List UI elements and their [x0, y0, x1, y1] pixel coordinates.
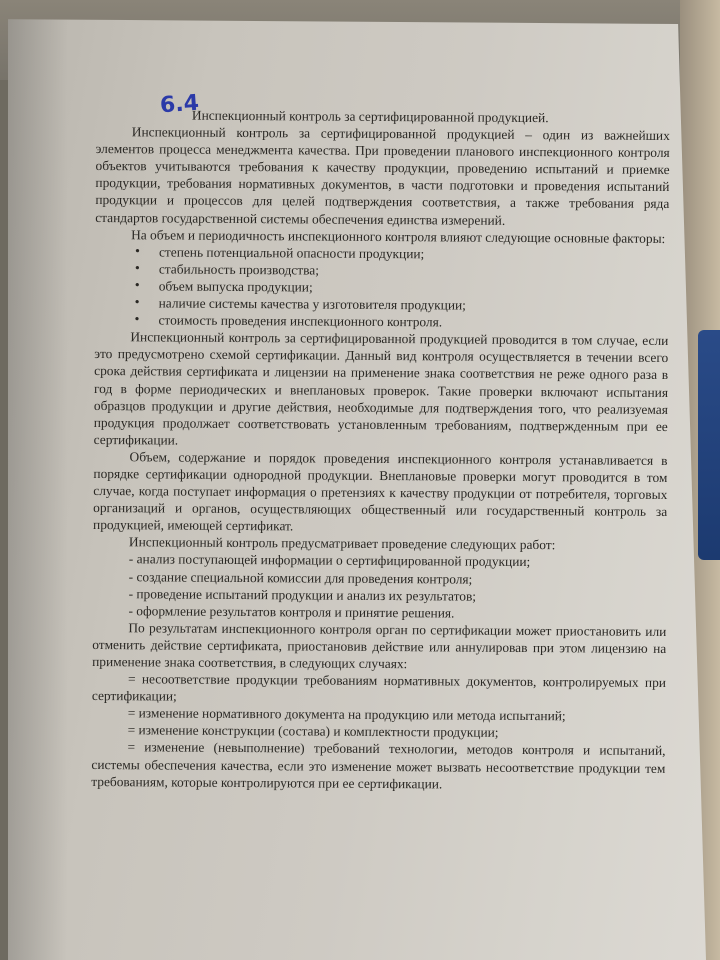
list-item: • степень потенциальной опасности продукции; — [135, 243, 669, 264]
list-item: - создание специальной комиссии для проведения контроля; — [128, 568, 473, 587]
paragraph: На объем и периодичность инспекционного контроля влияют следующие основные факторы: — [131, 226, 666, 246]
paragraph: Объем, содержание и порядок проведения инспекционного контроля устанавливается в порядке сертификации однородной продукции. Внеплановые проверки могут проводится в том случае, когда поступает информация о претензиях к качеству продукции от потребителя, торговых организаций и органов, осуществляющих общественный или государственный контроль за продукцией, имеющей сертификат. — [93, 449, 668, 534]
sheet-shadow — [8, 0, 68, 960]
section-title: Инспекционный контроль за сертифицированной продукцией. — [191, 107, 549, 126]
blue-object — [698, 330, 720, 560]
list-item: - анализ поступающей информации о сертифицированной продукции; — [128, 551, 531, 570]
list-item: • объем выпуска продукции; — [135, 277, 669, 298]
handwritten-section-number: 6.4 — [159, 90, 200, 119]
list-item: • наличие системы качества у изготовителя продукции; — [135, 294, 669, 315]
list-item: = изменение нормативного документа на продукцию или метода испытаний; — [127, 705, 566, 724]
list-item: = несоответствие продукции требованиям нормативных документов, контролируемых при сертификации; — [91, 671, 667, 704]
paragraph: Инспекционный контроль за сертифицированной продукцией – один из важнейших элементов процесса менеджмента качества. При проведении планового инспекционного контроля объектов учитываются требования к качеству продукции, проведению испытаний и приемке продукции, требования нормативных документов, в части подготовки и проведения испытаний продукции и процессов для целей подтверждения соответствия, а также требования ряда стандартов государственной системы обеспечения единства измерений. — [95, 124, 670, 228]
paragraph: По результатам инспекционного контроля орган по сертификации может приостановить или отменить действие сертификата, приостановив действие или аннулировав при этом лицензию на применение знака соответствия, в следующих случаях: — [92, 620, 667, 672]
list-item: - проведение испытаний продукции и анализ их результатов; — [128, 585, 477, 604]
factors-list — [94, 243, 669, 332]
list-item: = изменение конструкции (состава) и комплектности продукции; — [127, 722, 499, 741]
list-item: = изменение (невыполнение) требований технологии, методов контроля и испытаний, системы обеспечения качества, если это изменение может вызвать несоответствие продукции тем требованиям, которые контролируются при ее сертификации. — [91, 739, 666, 792]
list-item: • стабильность производства; — [135, 260, 669, 281]
document-body — [91, 106, 670, 794]
paragraph: Инспекционный контроль предусматривает проведение следующих работ: — [128, 534, 556, 553]
paragraph: Инспекционный контроль за сертифицированной продукцией проводится в том случае, если это предусмотрено схемой сертификации. Данный вид контроля осуществляется в течении всего срока действия сертификата и лицензии на применение знака соответствия не реже одного раза в год в форме периодических и внеплановых проверок. Такие проверки включают испытания образцов продукции и другие действия, необходимые для подтверждения того, что реализуемая продукция продолжает соответствовать установленным требованиям, подтвержденным при ее сертификации. — [93, 329, 669, 448]
list-item: • стоимость проведения инспекционного контроля. — [134, 311, 668, 332]
list-item: - оформление результатов контроля и принятие решения. — [128, 602, 455, 621]
